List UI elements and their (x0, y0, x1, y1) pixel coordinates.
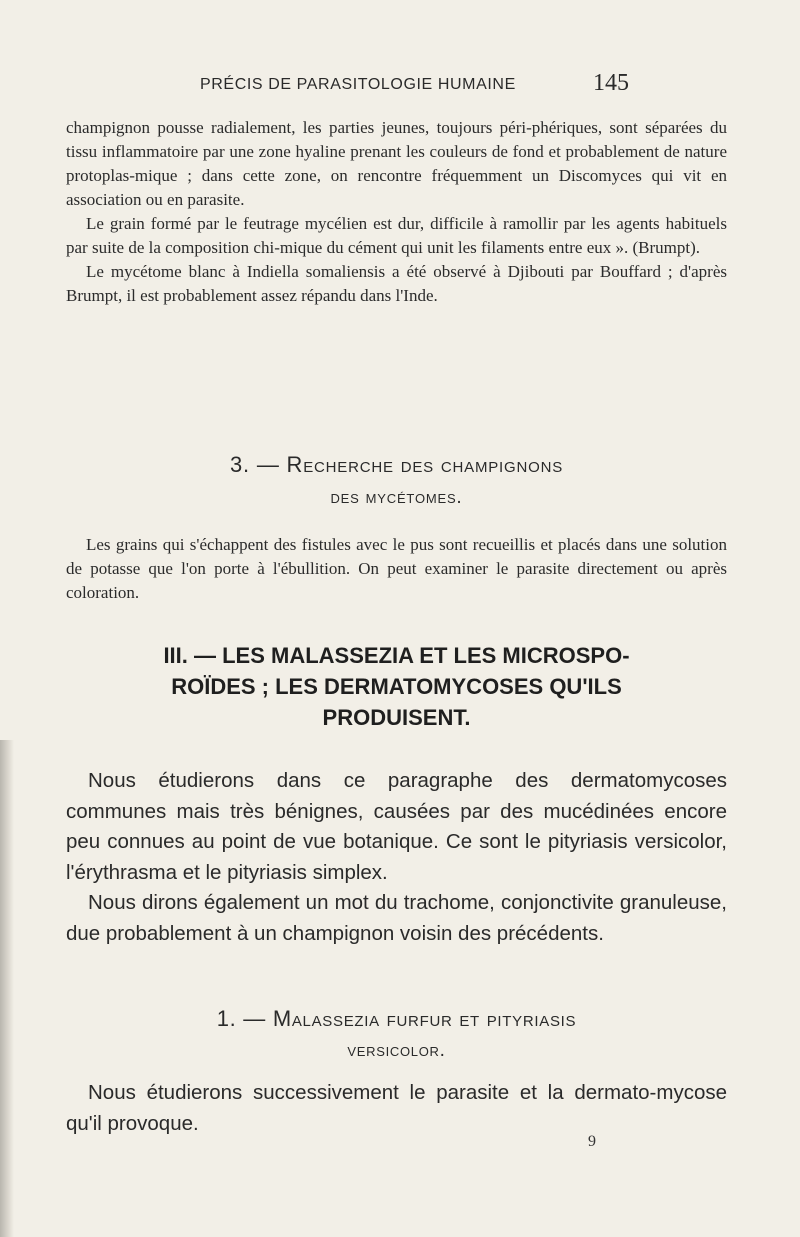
running-head: PRÉCIS DE PARASITOLOGIE HUMAINE (200, 76, 516, 93)
chapter-3-title-line-3: PRODUISENT. (322, 705, 471, 730)
section-3-title-line-1: 3. — Recherche des champignons (229, 452, 564, 477)
paragraph-3: Le mycétome blanc à Indiella somaliensis a été observé à Djibouti par Bouffard ; d'après Brumpt, il est probablement assez répandu dans l'Inde. (66, 262, 727, 305)
chapter-3-title-line-2: ROÏDES ; LES DERMATOMYCOSES QU'ILS (171, 674, 622, 699)
section-1-title-line-1: 1. — Malassezia furfur et pityriasis (216, 1006, 577, 1031)
section-3-heading (66, 448, 727, 514)
paragraph-2: Le grain formé par le feutrage mycélien est dur, difficile à ramollir par les agents habituels par suite de la composition chi-mique du cément qui unit les filaments entre eux ». (Brumpt). (66, 214, 727, 257)
paragraphs-top (66, 116, 727, 308)
section-1-heading (66, 1003, 727, 1067)
paragraph-1: champignon pousse radialement, les parties jeunes, toujours péri-phériques, sont séparées du tissu inflammatoire par une zone hyaline prenant les couleurs de fond et probablement de nature protoplas-mique ; dans cette zone, on rencontre fréquemment un Discomyces qui vit en association ou en parasite. (66, 118, 727, 209)
page-header (200, 70, 629, 100)
section-1-paragraph: Nous étudierons successivement le parasite et la dermato-mycose qu'il provoque. (66, 1081, 727, 1135)
binding-shadow (0, 740, 14, 1237)
section-3-body (66, 533, 727, 605)
page-number: 145 (593, 70, 629, 96)
chapter-3-heading (66, 640, 727, 733)
paragraphs-mid (66, 766, 727, 949)
section-1-body (66, 1078, 727, 1139)
signature-mark: 9 (588, 1133, 596, 1150)
section-3-paragraph: Les grains qui s'échappent des fistules avec le pus sont recueillis et placés dans une solution de potasse que l'on porte à l'ébullition. On peut examiner le parasite directement ou après coloration. (66, 535, 727, 602)
chapter-3-title-line-1: III. — LES MALASSEZIA ET LES MICROSPO- (163, 643, 630, 668)
paragraph-5: Nous dirons également un mot du trachome, conjonctivite granuleuse, due probablement à un champignon voisin des précédents. (66, 891, 727, 945)
section-3-title-line-2: des mycétomes. (330, 487, 463, 508)
section-1-title-line-2: versicolor. (347, 1040, 446, 1061)
paragraph-4: Nous étudierons dans ce paragraphe des dermatomycoses communes mais très bénignes, causées par des mucédinées encore peu connues au point de vue botanique. Ce sont le pityriasis versicolor, l'érythrasma et le pityriasis simplex. (66, 769, 727, 884)
